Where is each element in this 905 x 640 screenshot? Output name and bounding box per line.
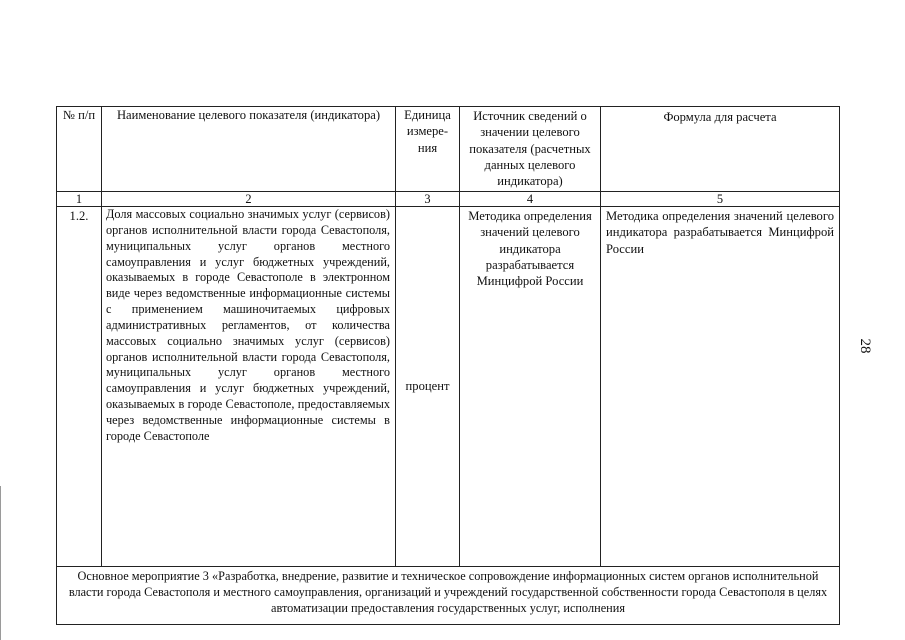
column-number: 4 [460,192,601,207]
indicator-table [56,106,840,625]
indicator-name: Доля массовых социально значимых услуг (сервисов) органов исполнительной власти города Севастополя, муниципальных услуг органов местного самоуправления и услуг бюджетных учреждений, оказываемых в городе Севастополе в электронном виде через ведомственные информационные системы с применением машиночитаемых цифровых административных регламентов, от количества массовых социально значимых услуг (сервисов) органов исполнительной власти города Севастополя, муниципальных услуг органов местного самоуправления и услуг бюджетных учреждений, оказываемых в городе Севастополе, предоставляемых через ведомственные информационные системы в городе Севастополе [102,207,396,567]
scan-edge-line [0,486,1,640]
header-unit: Единица измере-ния [396,107,460,192]
header-formula: Формула для расчета [601,107,840,192]
indicator-source: Методика определения значений целевого индикатора разрабатывается Минцифрой России [460,207,601,567]
page-number: 28 [857,338,873,354]
indicator-formula: Методика определения значений целевого индикатора разрабатывается Минцифрой России [601,207,840,567]
column-number: 3 [396,192,460,207]
main-measure-text: Основное мероприятие 3 «Разработка, внедрение, развитие и техническое сопровождение информационных систем органов исполнительной власти города Севастополя и местного самоуправления, организаций и учреждений государственной собственности города Севастополя в целях автоматизации предоставления государственных услуг, исполнения [57,567,840,625]
column-number: 1 [57,192,102,207]
table-row [57,207,840,567]
column-number-row [57,192,840,207]
column-number: 2 [102,192,396,207]
main-measure-row [57,567,840,625]
row-number: 1.2. [57,207,102,567]
column-number: 5 [601,192,840,207]
table-header-row [57,107,840,192]
header-name: Наименование целевого показателя (индикатора) [102,107,396,192]
header-source: Источник сведений о значении целевого показателя (расчетных данных целевого индикатора) [460,107,601,192]
indicator-unit: процент [396,207,460,567]
header-num: № п/п [57,107,102,192]
